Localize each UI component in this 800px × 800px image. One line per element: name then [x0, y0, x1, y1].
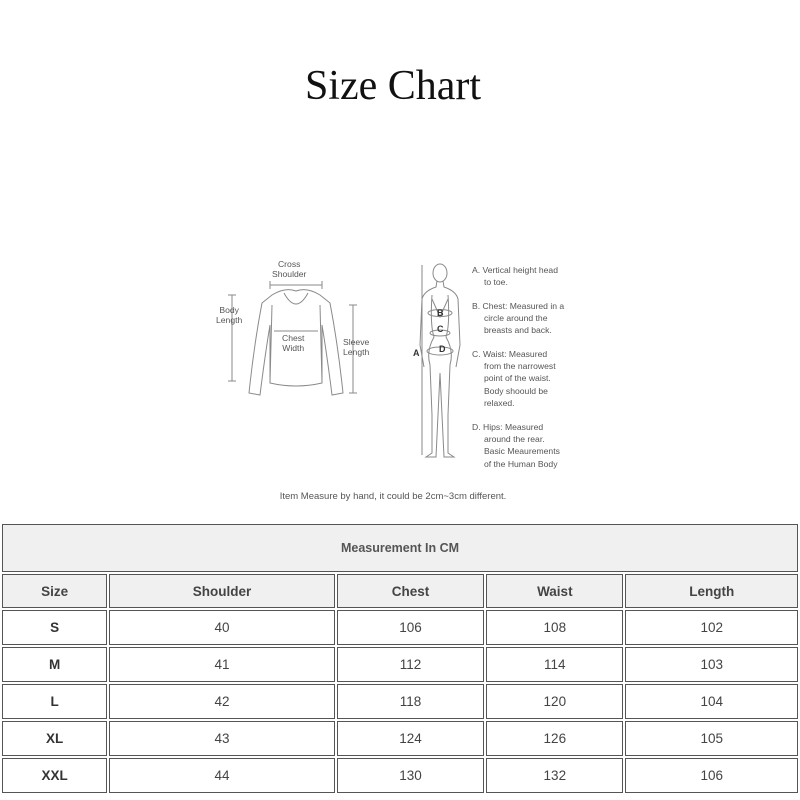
shoulder-cell: 43 [109, 721, 335, 756]
sleeve-length-label-line1: Sleeve [343, 337, 370, 347]
shoulder-cell: 42 [109, 684, 335, 719]
chest-cell: 130 [337, 758, 484, 793]
chest-width-label-line1: Chest [282, 333, 305, 343]
header-waist: Waist [486, 574, 623, 608]
chest-cell: 118 [337, 684, 484, 719]
marker-d: D [439, 344, 446, 354]
marker-b: B [437, 308, 444, 318]
measure-disclaimer: Item Measure by hand, it could be 2cm~3cm different. [279, 491, 507, 502]
table-row [2, 647, 798, 682]
length-cell: 104 [625, 684, 798, 719]
header-length: Length [625, 574, 798, 608]
note-chest: B. Chest: Measured in a circle around the breasts and back. [472, 301, 565, 336]
table-row [2, 610, 798, 645]
body-length-label-line1: Body [219, 305, 239, 315]
shoulder-cell: 41 [109, 647, 335, 682]
shoulder-cell: 40 [109, 610, 335, 645]
size-cell: M [2, 647, 107, 682]
sleeve-length-label-line2: Length [343, 347, 370, 358]
cross-shoulder-label-line1: Cross [277, 259, 301, 269]
waist-cell: 126 [486, 721, 623, 756]
chest-cell: 106 [337, 610, 484, 645]
waist-cell: 114 [486, 647, 623, 682]
waist-cell: 132 [486, 758, 623, 793]
shoulder-cell: 44 [109, 758, 335, 793]
header-size: Size [2, 574, 107, 608]
chest-cell: 112 [337, 647, 484, 682]
length-cell: 103 [625, 647, 798, 682]
table-row [2, 684, 798, 719]
size-cell: S [2, 610, 107, 645]
size-table [0, 522, 800, 795]
size-cell: XXL [2, 758, 107, 793]
page-title: Size Chart [304, 63, 482, 109]
length-cell: 106 [625, 758, 798, 793]
length-cell: 102 [625, 610, 798, 645]
note-waist: C. Waist: Measured from the narrowest point of the waist. Body shoould be relaxed. [472, 349, 556, 408]
table-row [2, 758, 798, 793]
cross-shoulder-label-line2: Shoulder [272, 269, 307, 280]
waist-cell: 108 [486, 610, 623, 645]
length-cell: 105 [625, 721, 798, 756]
table-row [2, 721, 798, 756]
marker-c: C [437, 324, 444, 334]
note-hips: D. Hips: Measured around the rear. Basic Meaurements of the Human Body [472, 422, 560, 469]
waist-cell: 120 [486, 684, 623, 719]
table-caption: Measurement In CM [2, 524, 798, 572]
note-height: A. Vertical height head to toe. [472, 265, 558, 288]
chest-cell: 124 [337, 721, 484, 756]
header-chest: Chest [337, 574, 484, 608]
size-cell: L [2, 684, 107, 719]
size-cell: XL [2, 721, 107, 756]
chest-width-label-line2: Width [282, 343, 305, 354]
marker-a: A [413, 348, 420, 358]
header-shoulder: Shoulder [109, 574, 335, 608]
body-length-label-line2: Length [216, 315, 243, 326]
human-figure [420, 264, 460, 457]
